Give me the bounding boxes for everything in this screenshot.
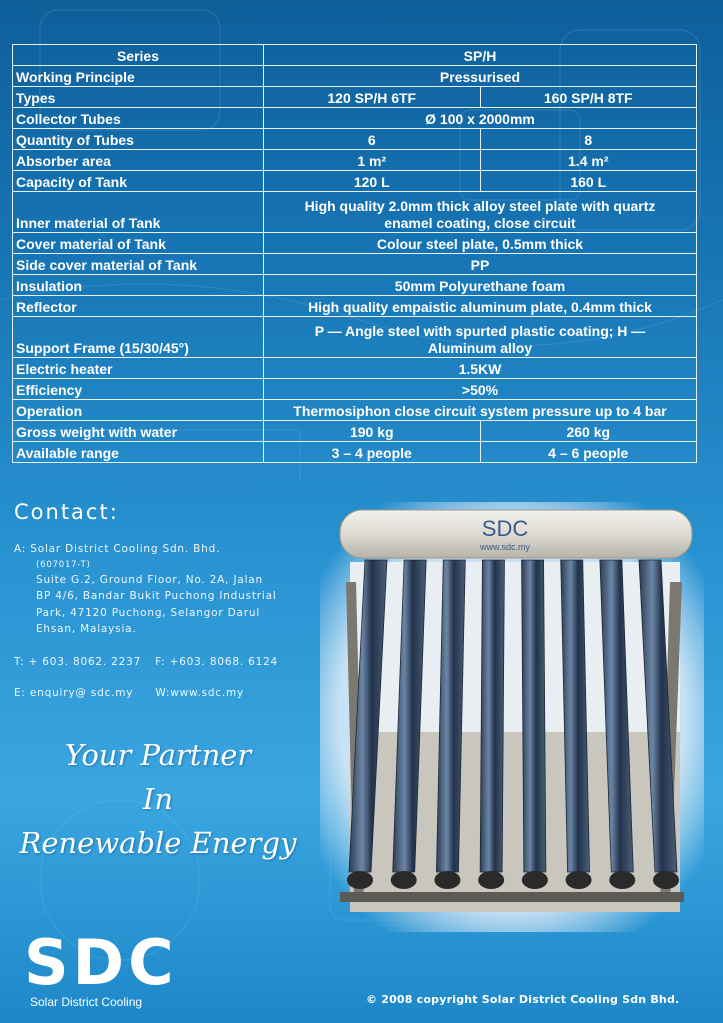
table-row: [13, 275, 697, 296]
row-value: [264, 192, 697, 233]
svg-text:www.sdc.my: www.sdc.my: [479, 542, 531, 552]
address-line: Park, 47120 Puchong, Selangor Darul: [36, 606, 261, 619]
table-row: [13, 254, 697, 275]
row-value-a: 120 SP/H 6TF: [264, 87, 481, 108]
fax-number: F: +603. 8068. 6124: [155, 656, 279, 668]
row-value: 1.5KW: [264, 358, 697, 379]
row-label: Inner material of Tank: [13, 192, 264, 233]
svg-text:SDC: SDC: [24, 930, 178, 990]
website-link[interactable]: W:www.sdc.my: [155, 687, 245, 699]
contact-title: Contact:: [14, 500, 119, 524]
row-label: Types: [13, 87, 264, 108]
row-label: Working Principle: [13, 66, 264, 87]
row-value: [264, 317, 697, 358]
tube-end-cap: [609, 871, 635, 889]
table-row: [13, 108, 697, 129]
row-value-b: 4 – 6 people: [480, 442, 697, 463]
row-label: Electric heater: [13, 358, 264, 379]
tube-end-cap: [653, 871, 679, 889]
row-label: Quantity of Tubes: [13, 129, 264, 150]
row-label: Efficiency: [13, 379, 264, 400]
tagline-line: Renewable Energy: [19, 826, 297, 860]
registration-number: (607017-T): [36, 559, 91, 570]
row-value-a: 3 – 4 people: [264, 442, 481, 463]
table-row: [13, 150, 697, 171]
row-value: PP: [264, 254, 697, 275]
row-value-line: Aluminum alloy: [427, 340, 533, 356]
contact-email-row: [14, 685, 244, 702]
solar-heater-photo: [320, 502, 704, 932]
table-row: [13, 87, 697, 108]
table-row: [13, 171, 697, 192]
row-value: 50mm Polyurethane foam: [264, 275, 697, 296]
spec-table: [12, 44, 697, 463]
tube-end-cap: [434, 871, 460, 889]
table-row: [13, 233, 697, 254]
row-value: High quality empaistic aluminum plate, 0.4mm thick: [264, 296, 697, 317]
address-line: BP 4/6, Bandar Bukit Puchong Industrial: [36, 590, 277, 602]
tagline-line: Your Partner: [64, 738, 252, 772]
contact-address: [14, 541, 277, 638]
row-value-a: 1 m²: [264, 150, 481, 171]
copyright-text: © 2008 copyright Solar District Cooling Sdn Bhd.: [366, 993, 680, 1006]
tagline-line: In: [142, 782, 174, 816]
table-row: [13, 296, 697, 317]
row-label: Side cover material of Tank: [13, 254, 264, 275]
address-line: Ehsan, Malaysia.: [36, 623, 137, 635]
row-value-a: 120 L: [264, 171, 481, 192]
row-value-a: 190 kg: [264, 421, 481, 442]
row-label: Gross weight with water: [13, 421, 264, 442]
row-label: Cover material of Tank: [13, 233, 264, 254]
email-link[interactable]: E: enquiry@ sdc.my: [14, 687, 134, 699]
row-value-a: 6: [264, 129, 481, 150]
tube-end-cap: [522, 871, 548, 889]
row-value-line: enamel coating, close circuit: [384, 215, 576, 231]
table-row: [13, 442, 697, 463]
row-value: Thermosiphon close circuit system pressure up to 4 bar: [264, 400, 697, 421]
table-row: [13, 400, 697, 421]
row-value-b: 1.4 m²: [480, 150, 697, 171]
tank-logo: [479, 516, 531, 552]
tube-end-cap: [478, 871, 504, 889]
row-label: Support Frame (15/30/45°): [13, 317, 264, 358]
table-row: [13, 317, 697, 358]
tube-end-cap: [391, 871, 417, 889]
table-row: [13, 66, 697, 87]
row-value-b: 260 kg: [480, 421, 697, 442]
collector-tube: [522, 560, 546, 872]
row-value-b: 8: [480, 129, 697, 150]
phone-number: T: + 603. 8062. 2237: [14, 656, 142, 668]
row-label: Collector Tubes: [13, 108, 264, 129]
row-value: Ø 100 x 2000mm: [264, 108, 697, 129]
row-label: Reflector: [13, 296, 264, 317]
row-label: Series: [13, 45, 264, 66]
row-value: >50%: [264, 379, 697, 400]
table-row: [13, 421, 697, 442]
svg-text:SDC: SDC: [481, 516, 529, 541]
row-value-line: High quality 2.0mm thick alloy steel plate with quartz: [304, 198, 656, 214]
table-row: [13, 129, 697, 150]
row-value: Pressurised: [264, 66, 697, 87]
sdc-logo: [24, 930, 184, 990]
row-value: SP/H: [264, 45, 697, 66]
row-value-b: 160 SP/H 8TF: [480, 87, 697, 108]
address-line: A: Solar District Cooling Sdn. Bhd.: [14, 543, 221, 555]
row-value: Colour steel plate, 0.5mm thick: [264, 233, 697, 254]
tube-end-cap: [347, 871, 373, 889]
row-value-line: P — Angle steel with spurted plastic coating; H —: [314, 323, 646, 339]
row-value-b: 160 L: [480, 171, 697, 192]
row-label: Capacity of Tank: [13, 171, 264, 192]
address-line: Suite G.2, Ground Floor, No. 2A, Jalan: [36, 573, 263, 586]
row-label: Insulation: [13, 275, 264, 296]
table-row: [13, 379, 697, 400]
table-row: [13, 358, 697, 379]
logo-subtitle: Solar District Cooling: [30, 995, 143, 1009]
table-row: [13, 192, 697, 233]
collector-tube: [480, 560, 504, 872]
table-row: [13, 45, 697, 66]
tagline: [8, 733, 308, 865]
row-label: Available range: [13, 442, 264, 463]
row-label: Operation: [13, 400, 264, 421]
contact-phone-row: [14, 654, 278, 671]
tube-end-cap: [566, 871, 592, 889]
row-label: Absorber area: [13, 150, 264, 171]
